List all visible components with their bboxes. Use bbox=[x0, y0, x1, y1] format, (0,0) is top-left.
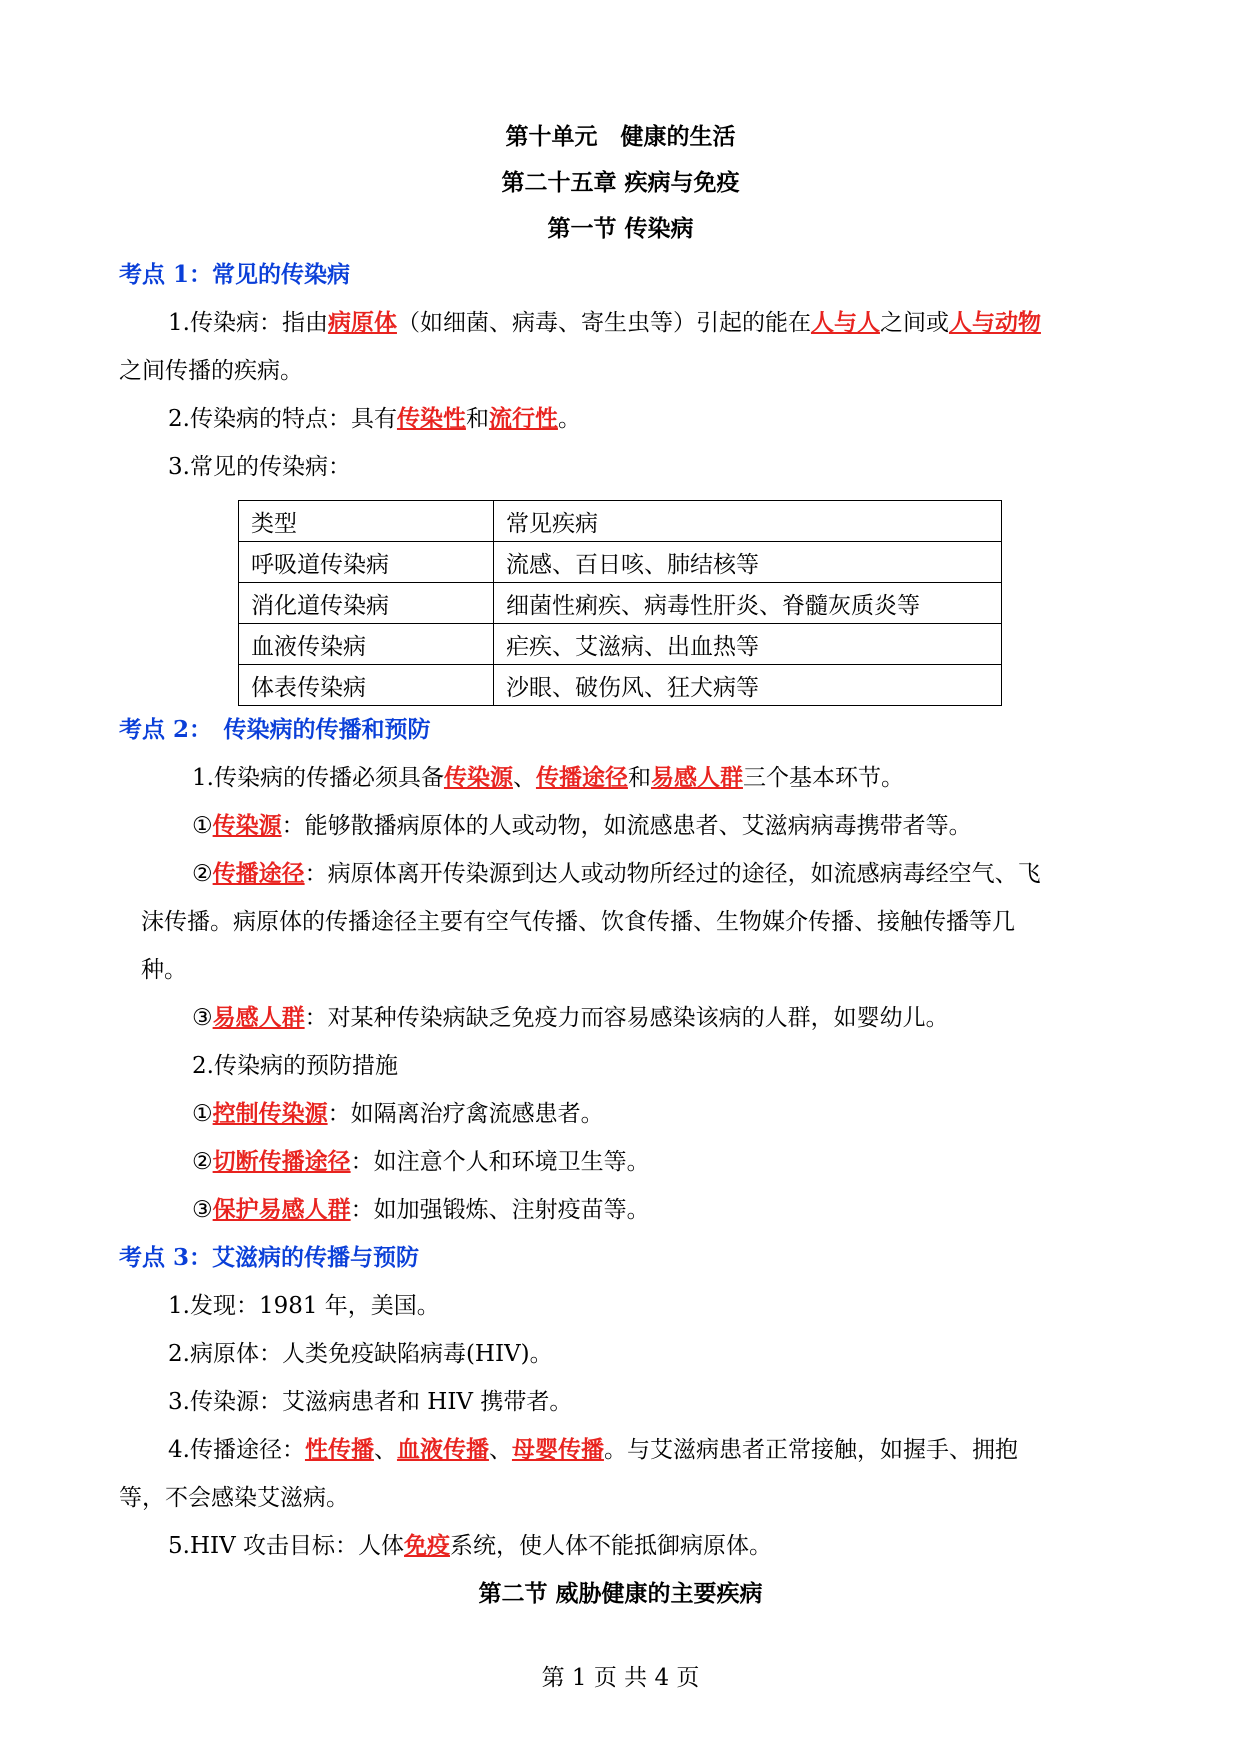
text: ：能够散播病原体的人或动物，如流感患者、艾滋病病毒携带者等。 bbox=[281, 813, 972, 839]
page-footer: 第 1 页 共 4 页 bbox=[541, 1665, 700, 1691]
kp2-item-2-cont: 沫传播。病原体的传播途径主要有空气传播、饮食传播、生物媒介传播、接触传播等几 bbox=[141, 909, 1015, 935]
keyword: 传播途径 bbox=[212, 860, 305, 887]
kp3-line-3: 3.传染源：艾滋病患者和 HIV 携带者。 bbox=[168, 1389, 573, 1415]
keyword: 传播途径 bbox=[535, 764, 628, 791]
kp1-line-1 bbox=[168, 308, 1041, 338]
kp2-prevent-1 bbox=[192, 1099, 604, 1129]
kp2-line-2: 2.传染病的预防措施 bbox=[192, 1053, 398, 1079]
kp3-heading: 考点 3：艾滋病的传播与预防 bbox=[119, 1244, 420, 1271]
keyword: 传染源 bbox=[443, 764, 513, 791]
item-number: ② bbox=[192, 861, 213, 887]
keyword: 病原体 bbox=[327, 309, 397, 336]
keyword: 母婴传播 bbox=[511, 1436, 604, 1463]
keyword: 人与人 bbox=[810, 309, 880, 336]
text: 2.传染病的特点：具有 bbox=[168, 406, 397, 432]
table-cell: 消化道传染病 bbox=[239, 583, 494, 624]
section-2-title: 第二节 威胁健康的主要疾病 bbox=[478, 1580, 763, 1607]
text: 系统，使人体不能抵御病原体。 bbox=[450, 1533, 773, 1559]
item-number: ③ bbox=[192, 1005, 213, 1031]
table-cell: 呼吸道传染病 bbox=[239, 542, 494, 583]
keyword: 切断传播途径 bbox=[212, 1148, 351, 1175]
text: 和 bbox=[627, 765, 651, 791]
keyword: 易感人群 bbox=[212, 1004, 305, 1031]
kp1-line-2 bbox=[168, 404, 581, 434]
text: 1.传染病的传播必须具备 bbox=[192, 765, 444, 791]
text: 、 bbox=[488, 1437, 512, 1463]
text: ：如注意个人和环境卫生等。 bbox=[350, 1149, 650, 1175]
kp1-line-3: 3.常见的传染病： bbox=[168, 454, 351, 480]
kp2-prevent-2 bbox=[192, 1147, 650, 1177]
text: 之间或 bbox=[879, 310, 949, 336]
item-number: ③ bbox=[192, 1197, 213, 1223]
item-number: ① bbox=[192, 1101, 213, 1127]
table-cell: 细菌性痢疾、病毒性肝炎、脊髓灰质炎等 bbox=[494, 583, 1002, 624]
keyword: 保护易感人群 bbox=[212, 1196, 351, 1223]
chapter-title: 第二十五章 疾病与免疫 bbox=[501, 169, 740, 196]
kp2-heading: 考点 2： 传染病的传播和预防 bbox=[119, 716, 431, 743]
keyword: 人与动物 bbox=[948, 309, 1041, 336]
keyword: 传染性 bbox=[396, 405, 466, 432]
kp3-line-1: 1.发现：1981 年，美国。 bbox=[168, 1293, 440, 1319]
text: （如细菌、病毒、寄生虫等）引起的能在 bbox=[396, 310, 811, 336]
kp3-line-5 bbox=[168, 1531, 772, 1561]
table-row bbox=[239, 542, 1002, 583]
table-row bbox=[239, 624, 1002, 665]
text: ：如加强锻炼、注射疫苗等。 bbox=[350, 1197, 650, 1223]
keyword: 免疫 bbox=[404, 1532, 451, 1559]
table-header-cell: 类型 bbox=[239, 501, 494, 542]
item-number: ① bbox=[192, 813, 213, 839]
keyword: 流行性 bbox=[488, 405, 558, 432]
kp2-line-1 bbox=[192, 763, 904, 793]
text: 。 bbox=[557, 406, 581, 432]
text: ：对某种传染病缺乏免疫力而容易感染该病的人群，如婴幼儿。 bbox=[304, 1005, 949, 1031]
kp3-line-2: 2.病原体：人类免疫缺陷病毒(HIV)。 bbox=[168, 1341, 553, 1367]
table-cell: 血液传染病 bbox=[239, 624, 494, 665]
item-number: ② bbox=[192, 1149, 213, 1175]
kp3-line-4 bbox=[168, 1435, 1018, 1465]
keyword: 性传播 bbox=[304, 1436, 374, 1463]
kp3-line-4-cont: 等，不会感染艾滋病。 bbox=[119, 1485, 349, 1511]
table-cell: 流感、百日咳、肺结核等 bbox=[494, 542, 1002, 583]
table-header-cell: 常见疾病 bbox=[494, 501, 1002, 542]
kp2-item-3 bbox=[192, 1003, 949, 1033]
text: 和 bbox=[465, 406, 489, 432]
table-header-row bbox=[239, 501, 1002, 542]
keyword: 控制传染源 bbox=[212, 1100, 328, 1127]
kp2-item-2-cont2: 种。 bbox=[141, 957, 187, 983]
table-cell: 沙眼、破伤风、狂犬病等 bbox=[494, 665, 1002, 706]
table-row bbox=[239, 665, 1002, 706]
text: 。与艾滋病患者正常接触，如握手、拥抱 bbox=[603, 1437, 1018, 1463]
table-cell: 体表传染病 bbox=[239, 665, 494, 706]
text: 5.HIV 攻击目标：人体 bbox=[168, 1533, 405, 1559]
text: 、 bbox=[373, 1437, 397, 1463]
text: ：病原体离开传染源到达人或动物所经过的途径，如流感病毒经空气、飞 bbox=[304, 861, 1041, 887]
text: 、 bbox=[512, 765, 536, 791]
disease-table bbox=[238, 500, 1002, 706]
keyword: 易感人群 bbox=[650, 764, 743, 791]
keyword: 传染源 bbox=[212, 812, 282, 839]
text: ：如隔离治疗禽流感患者。 bbox=[327, 1101, 604, 1127]
text: 三个基本环节。 bbox=[742, 765, 904, 791]
section-title: 第一节 传染病 bbox=[547, 215, 694, 242]
kp1-heading: 考点 1：常见的传染病 bbox=[119, 261, 351, 288]
kp2-prevent-3 bbox=[192, 1195, 650, 1225]
kp1-line-1-cont: 之间传播的疾病。 bbox=[119, 358, 303, 384]
table-cell: 疟疾、艾滋病、出血热等 bbox=[494, 624, 1002, 665]
table-row bbox=[239, 583, 1002, 624]
text: 1.传染病：指由 bbox=[168, 310, 328, 336]
kp2-item-2 bbox=[192, 859, 1041, 889]
unit-title: 第十单元 健康的生活 bbox=[505, 123, 736, 150]
keyword: 血液传播 bbox=[396, 1436, 489, 1463]
text: 4.传播途径： bbox=[168, 1437, 305, 1463]
kp2-item-1 bbox=[192, 811, 972, 841]
